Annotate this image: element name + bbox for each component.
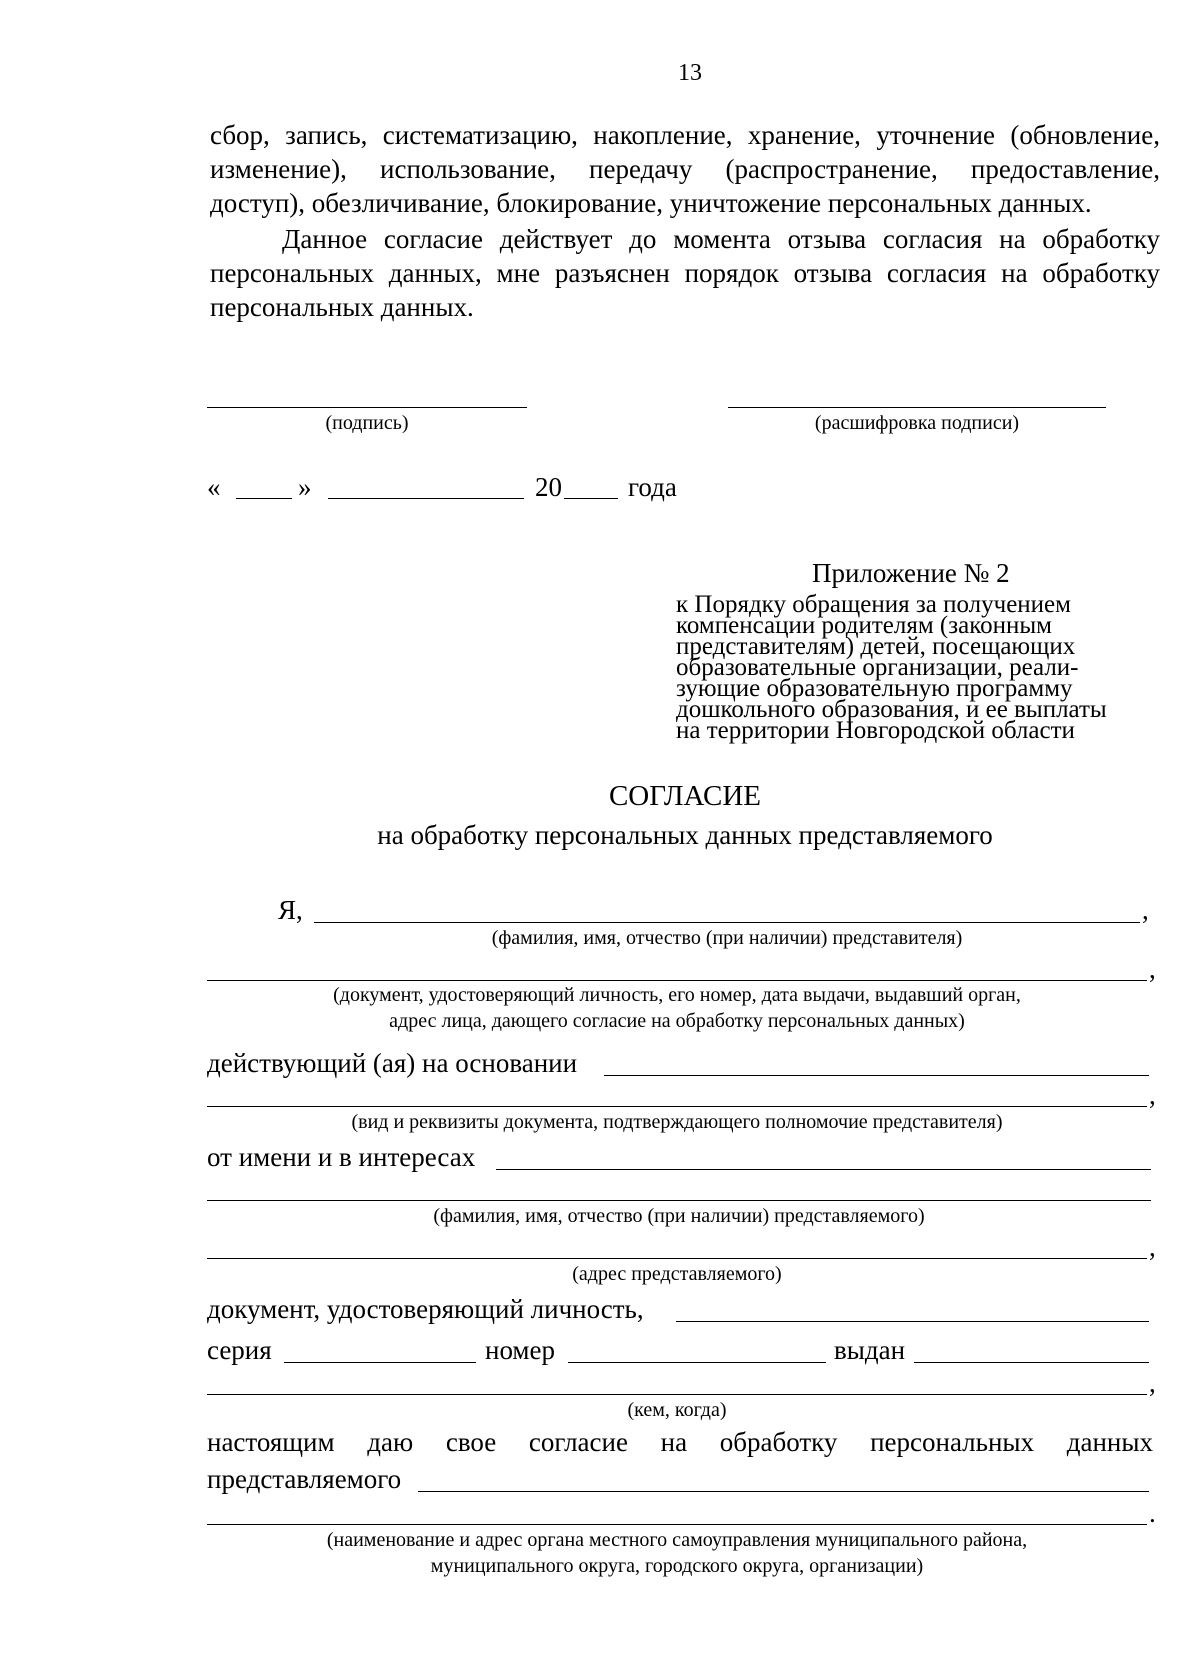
series-label: серия (207, 1335, 272, 1365)
comma-4: , (1149, 1232, 1156, 1262)
represented-data-field[interactable] (418, 1491, 1149, 1492)
issued-by-field[interactable] (207, 1394, 1147, 1395)
date-year-suffix: года (628, 472, 677, 502)
represented-name-caption: (фамилия, имя, отчество (при наличии) представляемого) (433, 1205, 925, 1227)
appendix-line-6: дошкольного образования, и ее выплаты (676, 696, 1107, 723)
date-open-quote: « (207, 472, 221, 502)
appendix-line-5: зующие образовательную программу (676, 675, 1073, 702)
representative-id-field[interactable] (207, 980, 1147, 981)
intro-line-2: изменение), использование, передачу (распространение, предоставление, (210, 154, 1160, 184)
appendix-line-7: на территории Новгородской области (676, 717, 1075, 744)
represented-address-caption: (адрес представляемого) (572, 1263, 782, 1285)
date-day-field[interactable] (236, 498, 292, 499)
appendix-line-1: к Порядку обращения за получением (676, 591, 1071, 618)
intro-line-1: сбор, запись, систематизацию, накопление, хранение, уточнение (обновление, (210, 120, 1160, 150)
series-field[interactable] (284, 1362, 476, 1363)
date-month-field[interactable] (328, 498, 524, 499)
comma-5: , (1149, 1368, 1156, 1398)
behalf-label: от имени и в интересах (207, 1142, 476, 1172)
represented-label: представляемого (207, 1464, 402, 1494)
representative-name-caption: (фамилия, имя, отчество (при наличии) представителя) (491, 927, 963, 949)
i-label: Я, (278, 895, 303, 925)
represented-name-field[interactable] (207, 1200, 1151, 1201)
acting-label: действующий (ая) на основании (207, 1048, 578, 1078)
organization-caption-1: (наименование и адрес органа местного самоуправления муниципального района, (326, 1529, 1028, 1551)
date-close-quote: » (298, 472, 312, 502)
intro-line-4: Данное согласие действует до момента отзыва согласия на обработку (282, 224, 1160, 254)
representative-name-field[interactable] (314, 922, 1140, 923)
appendix-line-2: компенсации родителям (законным (676, 612, 1052, 639)
representative-id-caption-1: (документ, удостоверяющий личность, его номер, дата выдачи, выдавший орган, (333, 984, 1021, 1006)
organization-field[interactable] (207, 1524, 1147, 1525)
appendix-title: Приложение № 2 (812, 558, 1010, 588)
intro-line-6: персональных данных. (210, 292, 474, 322)
signature-line[interactable] (207, 407, 527, 408)
issued-field[interactable] (914, 1362, 1149, 1363)
appendix-line-4: образовательные организации, реали- (676, 654, 1079, 681)
acting-basis-field[interactable] (604, 1075, 1149, 1076)
represented-address-field[interactable] (207, 1258, 1147, 1259)
consent-statement: настоящим даю свое согласие на обработку персональных данных (207, 1427, 1153, 1457)
behalf-field[interactable] (496, 1169, 1151, 1170)
issued-by-caption: (кем, когда) (627, 1399, 727, 1421)
authority-document-field[interactable] (207, 1106, 1147, 1107)
date-year-field[interactable] (564, 498, 618, 499)
intro-line-5: персональных данных, мне разъяснен порядок отзыва согласия на обработку (210, 258, 1160, 288)
signature-caption: (подпись) (325, 412, 409, 434)
comma-3: , (1149, 1080, 1156, 1110)
period: . (1149, 1498, 1156, 1528)
signature-decoding-caption: (расшифровка подписи) (814, 412, 1020, 434)
number-label: номер (485, 1335, 556, 1365)
date-year-prefix: 20 (535, 472, 562, 502)
issued-label: выдан (834, 1335, 906, 1365)
id-document-label: документ, удостоверяющий личность, (207, 1294, 644, 1324)
page-number: 13 (678, 60, 702, 86)
appendix-line-3: представителям) детей, посещающих (676, 633, 1076, 660)
comma-1: , (1142, 895, 1149, 925)
number-field[interactable] (568, 1362, 826, 1363)
representative-id-caption-2: адрес лица, дающего согласие на обработку персональных данных) (389, 1010, 965, 1032)
authority-document-caption: (вид и реквизиты документа, подтверждающего полномочие представителя) (351, 1111, 1003, 1133)
intro-line-3: доступ), обезличивание, блокирование, уничтожение персональных данных. (210, 188, 1092, 218)
id-document-field[interactable] (676, 1321, 1149, 1322)
signature-decoding-line[interactable] (728, 407, 1106, 408)
comma-2: , (1149, 954, 1156, 984)
consent-subheading: на обработку персональных данных представляемого (377, 820, 993, 850)
consent-heading: СОГЛАСИЕ (608, 780, 762, 812)
organization-caption-2: муниципального округа, городского округа, организации) (430, 1555, 924, 1577)
